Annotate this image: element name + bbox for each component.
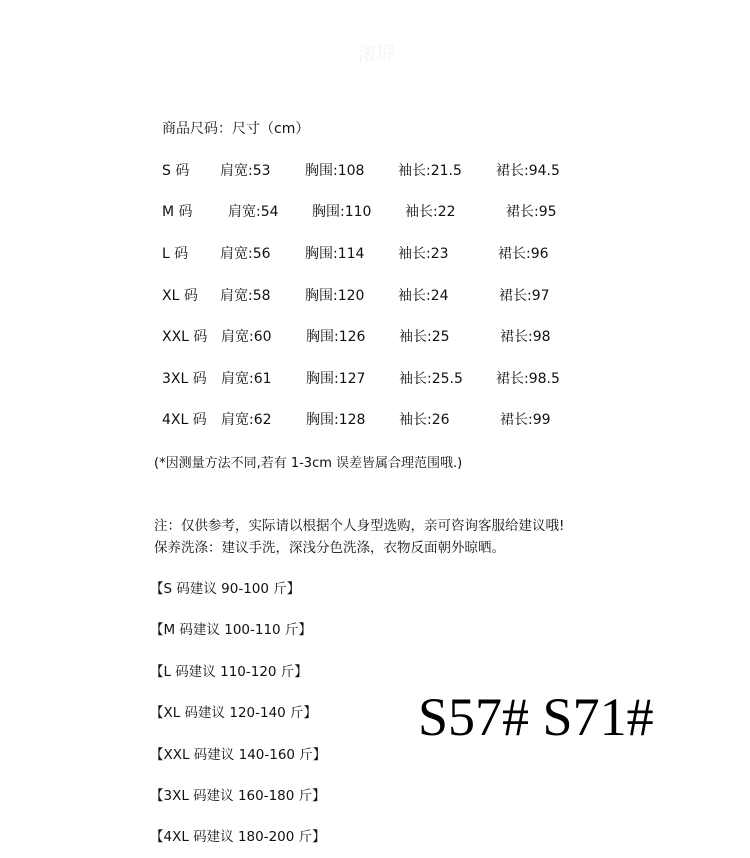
chest-measure: 胸围:110 (312, 204, 372, 220)
size-row-xl (0, 285, 750, 305)
weight-recommendation-l: 【L 码建议 110-120 斤】 (150, 664, 308, 680)
weight-recommendation-xxl: 【XXL 码建议 140-160 斤】 (150, 747, 327, 763)
weight-recommendation-4xl: 【4XL 码建议 180-200 斤】 (150, 829, 326, 845)
watermark-text: 滚屏 (358, 44, 396, 65)
chest-measure: 胸围:114 (305, 246, 365, 262)
reference-note: 注：仅供参考，实际请以根据个人身型选购，亲可咨询客服给建议哦! (154, 518, 565, 534)
sleeve-length: 袖长:25.5 (399, 371, 463, 387)
chest-measure: 胸围:120 (305, 288, 365, 304)
shoulder-width: 肩宽:58 (220, 288, 271, 304)
skirt-length: 裙长:96 (498, 246, 549, 262)
chest-measure: 胸围:127 (306, 371, 366, 387)
size-label: L 码 (162, 246, 189, 262)
shoulder-width: 肩宽:56 (220, 246, 271, 262)
size-label: S 码 (162, 163, 190, 179)
sleeve-length: 袖长:25 (399, 329, 450, 345)
sleeve-length: 袖长:26 (399, 412, 450, 428)
size-label: XL 码 (162, 288, 198, 304)
sleeve-length: 袖长:23 (398, 246, 449, 262)
size-row-s (0, 160, 750, 180)
size-table-title: 商品尺码：尺寸（cm） (162, 121, 310, 137)
care-instructions: 保养洗涤：建议手洗，深浅分色洗涤，衣物反面朝外晾晒。 (154, 540, 505, 556)
size-row-l (0, 243, 750, 263)
product-code: S57# S71# (418, 687, 654, 747)
chest-measure: 胸围:128 (306, 412, 366, 428)
sleeve-length: 袖长:22 (405, 204, 456, 220)
size-row-xxl (0, 326, 750, 346)
weight-recommendation-xl: 【XL 码建议 120-140 斤】 (150, 705, 318, 721)
weight-recommendation-m: 【M 码建议 100-110 斤】 (150, 622, 312, 638)
chest-measure: 胸围:126 (306, 329, 366, 345)
skirt-length: 裙长:98 (500, 329, 551, 345)
sleeve-length: 袖长:24 (398, 288, 449, 304)
shoulder-width: 肩宽:53 (220, 163, 271, 179)
size-label: M 码 (162, 204, 193, 220)
shoulder-width: 肩宽:54 (228, 204, 279, 220)
size-row-4xl (0, 409, 750, 429)
size-label: XXL 码 (162, 329, 208, 345)
measurement-disclaimer: (*因测量方法不同,若有 1-3cm 误差皆属合理范围哦.) (154, 456, 463, 471)
skirt-length: 裙长:95 (506, 204, 557, 220)
size-label: 4XL 码 (162, 412, 207, 428)
sleeve-length: 袖长:21.5 (398, 163, 462, 179)
skirt-length: 裙长:98.5 (496, 371, 560, 387)
shoulder-width: 肩宽:61 (221, 371, 272, 387)
weight-recommendation-s: 【S 码建议 90-100 斤】 (150, 581, 301, 597)
size-label: 3XL 码 (162, 371, 207, 387)
skirt-length: 裙长:94.5 (496, 163, 560, 179)
size-row-m (0, 201, 750, 221)
shoulder-width: 肩宽:62 (221, 412, 272, 428)
weight-recommendation-3xl: 【3XL 码建议 160-180 斤】 (150, 788, 326, 804)
chest-measure: 胸围:108 (305, 163, 365, 179)
skirt-length: 裙长:99 (500, 412, 551, 428)
size-row-3xl (0, 368, 750, 388)
shoulder-width: 肩宽:60 (221, 329, 272, 345)
skirt-length: 裙长:97 (499, 288, 550, 304)
